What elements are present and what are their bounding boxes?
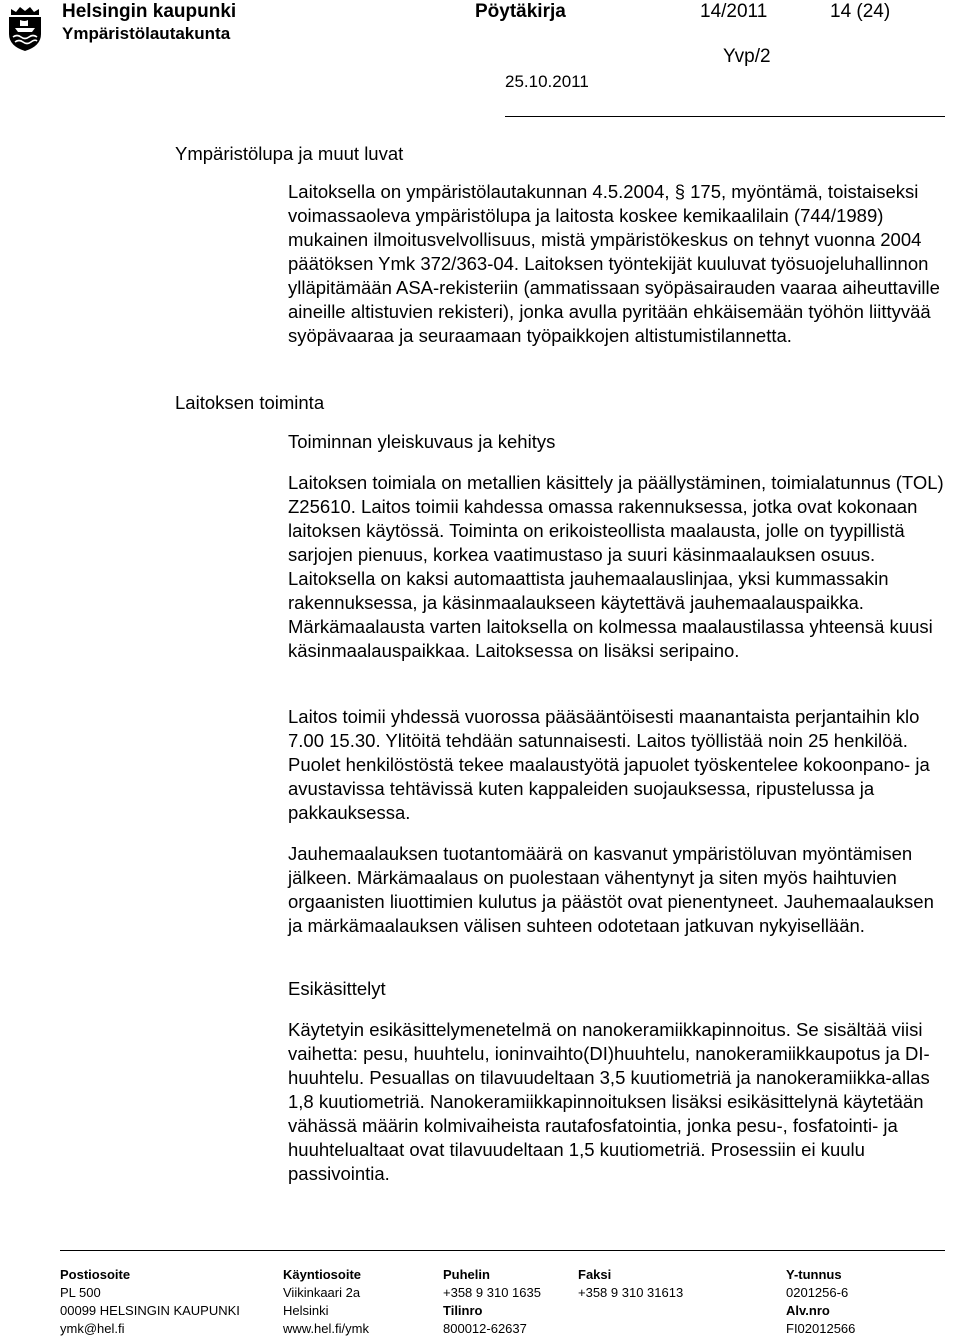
footer-rule bbox=[60, 1250, 945, 1251]
header-rule bbox=[505, 116, 945, 117]
footer-email: ymk@hel.fi bbox=[60, 1321, 125, 1336]
footer-visit bbox=[283, 1266, 369, 1338]
footer-account-number: 800012-62637 bbox=[443, 1321, 527, 1336]
section-code: Yvp/2 bbox=[723, 46, 771, 67]
permit-paragraph: Laitoksella on ympäristölautakunnan 4.5.2004, § 175, myöntämä, toistaiseksi voimassaoleva ympäristölupa ja laitosta koskee kemikaalilain (744/1989) mukainen ilmoitusvelvollisuus, mistä ympäristökeskus on tehnyt vuonna 2004 päätöksen Ymk 372/363-04. Laitoksen työntekijät kuuluvat työsuojeluhallinnon ylläpitämään ASA-rekisteriin (ammatissaan syöpäsairauden vaaraa aiheuttaville aineille altistuvien rekisteri), jonka avulla pyritään ehkäisemään työhön liittyvää syöpävaaraa ja seuraamaan työpaikkojen altistumistilannetta. bbox=[288, 181, 940, 346]
footer-fax-number: +358 9 310 31613 bbox=[578, 1285, 684, 1300]
footer-phone bbox=[443, 1266, 541, 1338]
footer-phone-number: +358 9 310 1635 bbox=[443, 1285, 541, 1300]
footer-vat-label: Alv.nro bbox=[786, 1303, 830, 1318]
overview-paragraph-1: Laitoksen toimiala on metallien käsittely ja päällystäminen, toimialatunnus (TOL) Z25610. Laitos toimii kahdessa omassa rakennuksessa, jotka ovat kokonaan laitoksen käytössä. Toiminta on erikoisteollista maalausta, jolle on tyypillistä sarjojen pienuus, korkea vaatimustaso ja suuri käsinmaalauksen osuus. Laitoksella on kaksi automaattista jauhemaalauslinjaa, yksi kummassakin rakennuksessa, ja käsinmaalaukseen käytettävä jauhemaalauspaikka. Märkämaalausta varten laitoksella on kolmessa maalaustilassa yhteensä kuusi käsinmaalauspaikkaa. Laitoksessa on lisäksi seripaino. bbox=[288, 472, 944, 661]
page-number: 14 (24) bbox=[830, 1, 891, 22]
heading-permits: Ympäristölupa ja muut luvat bbox=[175, 143, 404, 164]
footer-fax-label: Faksi bbox=[578, 1267, 612, 1282]
footer-postal-city: 00099 HELSINGIN KAUPUNKI bbox=[60, 1303, 240, 1318]
footer-phone-label: Puhelin bbox=[443, 1267, 490, 1282]
footer-account-label: Tilinro bbox=[443, 1303, 483, 1318]
doc-type: Pöytäkirja bbox=[475, 1, 566, 22]
footer-ytunnus-value: 0201256-6 bbox=[786, 1285, 849, 1300]
meeting-date: 25.10.2011 bbox=[505, 72, 589, 91]
pretreatment-paragraph: Käytetyin esikäsittelymenetelmä on nanokeramiikkapinnoitus. Se sisältää viisi vaihetta: pesu, huuhtelu, ioninvaihto(DI)huuhtelu, nanokeramiikkaupotus ja DI-huuhtelu. Pesuallas on tilavuudeltaan 3,5 kuutiometriä ja nanokeramiikka-allas 1,8 kuutiometriä. Nanokeramiikkapinnoituksen lisäksi esikäsittelynä käytetään vähässä määrin kolmivaiheista rautafosfatointia, jonka pesu-, fosfatointi- ja huuhtelualtaat ovat tilavuudeltaan 1,5 kuutiometriä. Prosessiin ei kuulu passivointia. bbox=[288, 1019, 930, 1184]
footer-vat-value: FI02012566 bbox=[786, 1321, 856, 1336]
footer-ytunnus bbox=[786, 1266, 855, 1338]
unit-name: Ympäristölautakunta bbox=[62, 24, 231, 43]
heading-operation: Laitoksen toiminta bbox=[175, 392, 325, 413]
footer-postal-box: PL 500 bbox=[60, 1285, 101, 1300]
footer-visit-street: Viikinkaari 2a bbox=[283, 1285, 361, 1300]
doc-number: 14/2011 bbox=[700, 1, 768, 22]
footer-fax bbox=[578, 1266, 683, 1302]
org-name: Helsingin kaupunki bbox=[62, 1, 237, 22]
footer-visit-label: Käyntiosoite bbox=[283, 1267, 362, 1282]
footer-ytunnus-label: Y-tunnus bbox=[786, 1267, 842, 1282]
footer-postal-label: Postiosoite bbox=[60, 1267, 131, 1282]
helsinki-crest-icon bbox=[6, 6, 44, 52]
footer-visit-city: Helsinki bbox=[283, 1303, 329, 1318]
subheading-pretreatment: Esikäsittelyt bbox=[288, 978, 386, 999]
subheading-overview: Toiminnan yleiskuvaus ja kehitys bbox=[288, 431, 556, 452]
footer-postal bbox=[60, 1266, 240, 1338]
overview-paragraph-2: Laitos toimii yhdessä vuorossa pääsääntöisesti maanantaista perjantaihin klo 7.00 15.30. Ylitöitä tehdään satunnaisesti. Laitos työllistää noin 25 henkilöä. Puolet henkilöstöstä tekee maalaustyötä japuolet työskentelee kokoonpano- ja avustavissa tehtävissä kuten kappaleiden suojauksessa, ripustelussa ja pakkauksessa. bbox=[288, 706, 930, 823]
overview-paragraph-3: Jauhemaalauksen tuotantomäärä on kasvanut ympäristöluvan myöntämisen jälkeen. Märkämaalaus on puolestaan vähentynyt ja siten myös haihtuvien orgaanisten liuottimien kulutus ja päästöt ovat pienentyneet. Jauhemaalauksen ja märkämaalauksen välisen suhteen odotetaan jatkuvan nykyisellään. bbox=[288, 843, 934, 936]
footer-website: www.hel.fi/ymk bbox=[283, 1321, 369, 1336]
